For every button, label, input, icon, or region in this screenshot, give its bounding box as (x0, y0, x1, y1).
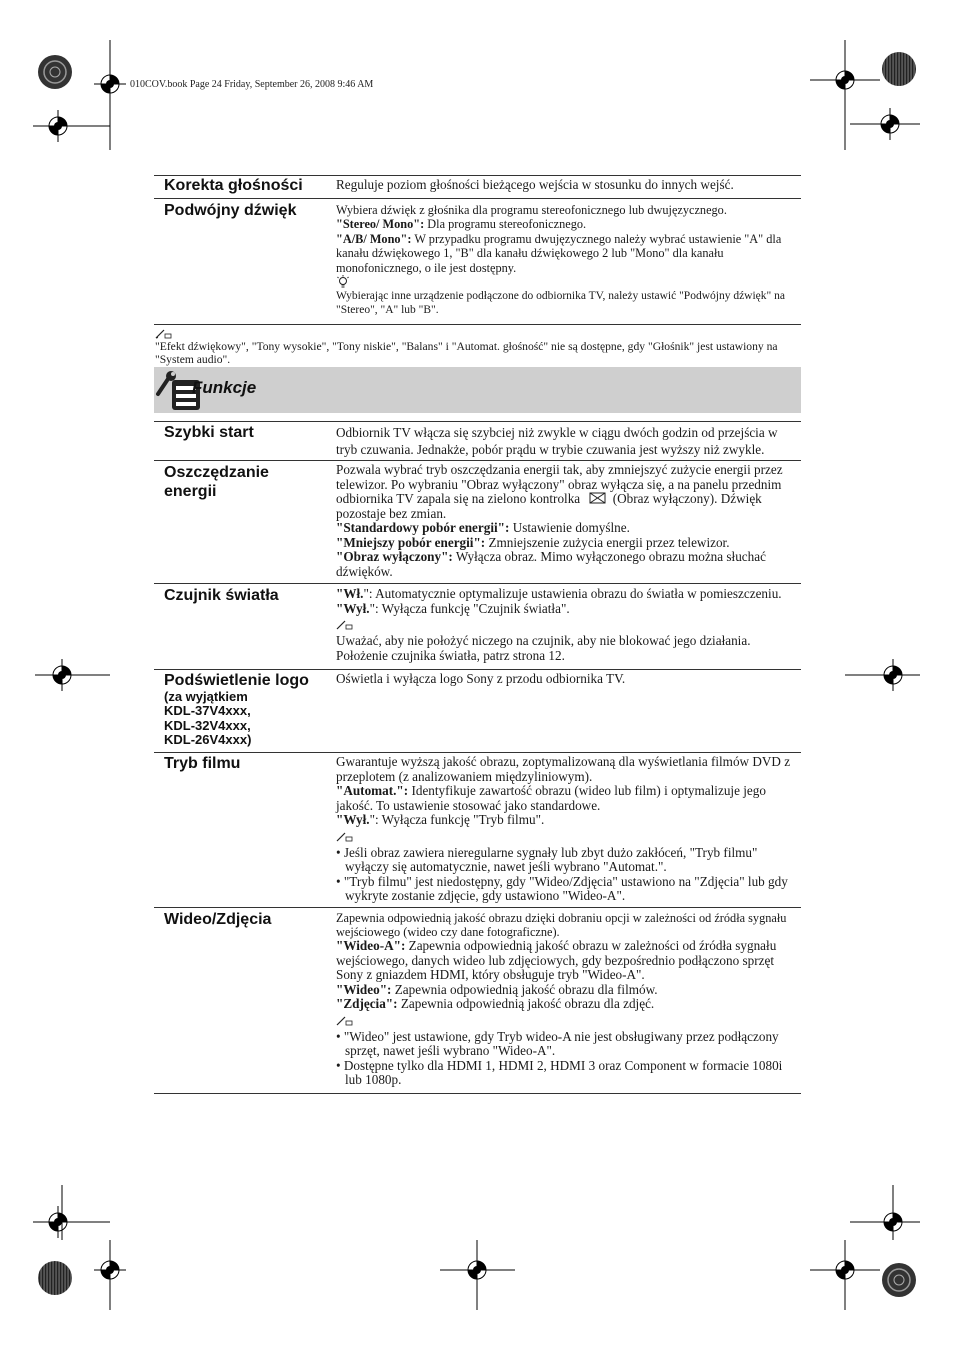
term-tryb-filmu: Tryb filmu (164, 755, 241, 772)
desc-intro: Pozwala wybrać tryb oszczędzania energii tak, aby zmniejszyć zużycie energii przez telewizor. Po wybraniu "Obraz wyłączony" obraz wyłącza się, a na panelu przednim odbiornika TV zapala się na zielono kontrolka (336, 462, 783, 506)
option-text: Zapewnia odpowiednią jakość obrazu w zależności od źródła sygnału wejściowego, danych wideo lub zdjęciowych, gdy bezpośrednio podłączono sprzęt Sony z gniazdem HDMI, który obsługuje tryb "Wideo-A". (336, 938, 777, 982)
desc-wideo-zdjecia (336, 911, 802, 1088)
option-label: "Wideo-A": (336, 938, 406, 953)
option-label: "Wył. (336, 600, 370, 616)
bullet-item: • "Tryb filmu" jest niedostępny, gdy "Wideo/Zdjęcia" ustawiono na "Zdjęcia" lub gdy wykryte zostanie zdjęcie, gdy ustawiono "Wideo-A". (336, 873, 788, 903)
option-label: "Wideo": (336, 981, 392, 997)
note-text: "Efekt dźwiękowy", "Tony wysokie", "Tony niskie", "Balans" i "Automat. głośność" nie są dostępne, gdy "Głośnik" jest ustawiony na "System audio". (155, 340, 778, 366)
table-rule (154, 907, 801, 908)
desc-logo: Oświetla i wyłącza logo Sony z przodu odbiornika TV. (336, 671, 626, 686)
note-text: Uważać, aby nie położyć niczego na czujnik, aby nie blokować jego działania. Położenie czujnika światła, patrz strona 12. (336, 633, 751, 663)
bullet-item: • Dostępne tylko dla HDMI 1, HDMI 2, HDMI 3 oraz Component w formacie 1080i lub 1080p. (336, 1057, 783, 1087)
option-text: W przypadku programu dwujęzycznego należy wybrać ustawienie "A" dla kanału dźwiękowego 1, "B" dla kanału dźwiękowego 2 lub "Mono" dla kanału monofonicznego, o ile jest dostępny. (336, 231, 782, 275)
term-sub-line: KDL-32V4xxx, (164, 717, 251, 733)
table-rule (154, 198, 801, 199)
section-title: Funkcje (192, 378, 257, 397)
option-text: Dla programu stereofonicznego. (424, 217, 587, 232)
table-rule (154, 421, 801, 422)
starburst-mark (38, 55, 72, 89)
term-logo: Podświetlenie logo (164, 672, 309, 689)
option-label: "Standardowy pobór energii": (336, 520, 510, 535)
option-label: "Stereo/ Mono": (336, 217, 425, 232)
term-sub-line: KDL-26V4xxx) (164, 731, 252, 747)
desc-intro: Wybiera dźwięk z głośnika dla programu stereofonicznego lub dwujęzycznego. (336, 203, 727, 217)
option-text: Ustawienie domyślne. (509, 520, 630, 535)
option-label: "Wył. (336, 812, 370, 827)
file-info-header: 010COV.book Page 24 Friday, September 26, 2008 9:46 AM (130, 79, 374, 90)
desc-intro: Gwarantuje wyższą jakość obrazu, zoptymalizowaną dla wyświetlania filmów DVD z przeplotem (z analizowaniem międzyliniowym). (336, 754, 791, 784)
desc-podwojny (336, 203, 802, 318)
table-rule (154, 460, 801, 461)
table-rule (154, 669, 801, 670)
term-sub-line: (za wyjątkiem (164, 689, 248, 704)
term-podwojny: Podwójny dźwięk (164, 202, 297, 219)
tip-text: Wybierając inne urządzenie podłączone do odbiornika TV, należy ustawić "Podwójny dźwięk" na "Stereo", "A" lub "B". (336, 290, 785, 317)
table-rule (154, 752, 801, 753)
desc-czujnik (336, 587, 802, 663)
option-label: "Obraz wyłączony": (336, 549, 453, 564)
term-czujnik: Czujnik światła (164, 587, 279, 604)
option-text: Zmniejszenie zużycia energii przez telewizor. (485, 534, 730, 550)
picture-off-indicator-icon (587, 492, 609, 504)
desc-korekta: Reguluje poziom głośności bieżącego wejścia w stosunku do innych wejść. (336, 177, 734, 192)
sound-note (155, 327, 795, 366)
term-oszczedzanie: Oszczędzanie energii (164, 464, 269, 500)
option-label: "Mniejszy pobór energii": (336, 534, 486, 550)
option-text: ": Wyłącza funkcję "Czujnik światła". (369, 600, 570, 616)
term-logo-note (164, 690, 251, 747)
bullet-item: • "Wideo" jest ustawione, gdy Tryb wideo-A nie jest obsługiwany przez podłączony sprzęt, nawet jeśli wybrano "Wideo-A". (336, 1028, 779, 1058)
desc-tryb-filmu (336, 755, 802, 904)
lightbulb-tip-icon (336, 275, 350, 289)
term-wideo-zdjecia: Wideo/Zdjęcia (164, 911, 272, 928)
term-sub-line: KDL-37V4xxx, (164, 703, 251, 719)
pencil-note-icon (155, 327, 173, 341)
pencil-note-icon (336, 618, 354, 632)
option-label: "Automat.": (336, 783, 409, 798)
desc-intro-tail: (Obraz wyłączony). Dźwięk pozostaje bez zmian. (336, 491, 762, 521)
option-text: Zapewnia odpowiednią jakość obrazu dla zdjęć. (397, 996, 655, 1011)
option-label: "Zdjęcia": (336, 996, 398, 1011)
desc-szybki-start: Odbiornik TV włącza się szybciej niż zwykle w ciągu dwóch godzin od przejścia w tryb czuwania. Jednakże, pobór prądu w trybie czuwania jest wyższy niż zwykle. (336, 425, 778, 457)
term-szybki-start: Szybki start (164, 424, 254, 441)
option-text: ": Automatycznie optymalizuje ustawienia obrazu do światła w pomieszczeniu. (363, 586, 782, 601)
table-rule (154, 1093, 801, 1094)
option-text: ": Wyłącza funkcję "Tryb filmu". (369, 812, 545, 827)
option-label: "Wł. (336, 586, 364, 601)
table-rule (154, 583, 801, 584)
option-text: Identyfikuje zawartość obrazu (wideo lub film) i optymalizuje jego jakość. To ustawienie stosować jako standardowe. (336, 783, 766, 813)
option-label: "A/B/ Mono": (336, 231, 412, 246)
option-text: Zapewnia odpowiednią jakość obrazu dla filmów. (391, 981, 658, 997)
term-korekta: Korekta głośności (164, 177, 303, 194)
pencil-note-icon (336, 1014, 354, 1028)
table-rule (154, 324, 801, 325)
pencil-note-icon (336, 830, 354, 844)
desc-oszczedzanie (336, 463, 802, 579)
gray-disc-mark (882, 52, 916, 86)
desc-intro: Zapewnia odpowiednią jakość obrazu dzięki dobraniu opcji w zależności od źródła sygnału wejściowego (wideo czy dane fotograficzne). (336, 911, 787, 939)
option-text: Wyłącza obraz. Mimo wyłączonego obrazu można słuchać dźwięków. (336, 549, 766, 579)
bullet-item: • Jeśli obraz zawiera nieregularne sygnały lub zbyt dużo zakłóceń, "Tryb filmu" wyłączy się automatycznie, nawet jeśli wybrano "Automat.". (336, 844, 758, 874)
